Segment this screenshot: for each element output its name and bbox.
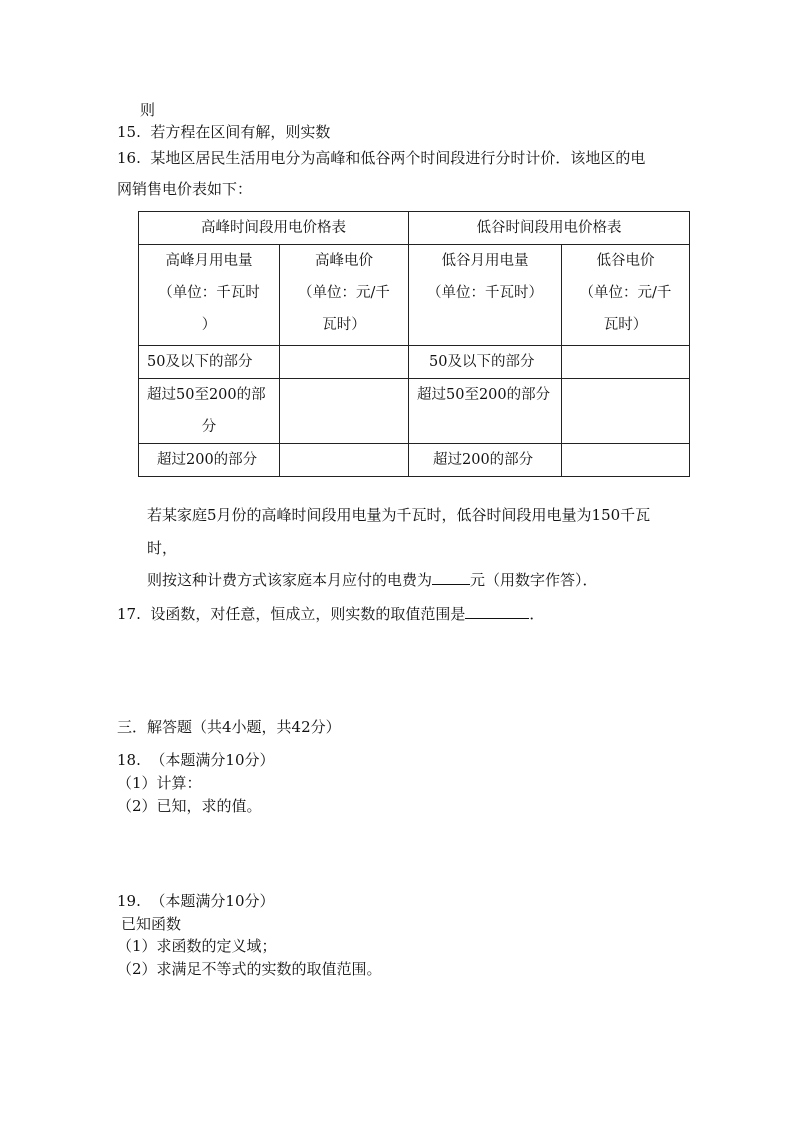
peak-tier-3: 超过200的部分 bbox=[139, 444, 280, 477]
valley-price-unit-a: （单位：元/千 bbox=[579, 285, 672, 301]
q18-part-1: （1）计算： bbox=[117, 774, 202, 792]
q15-number: 15. bbox=[117, 123, 141, 141]
q19-intro: 已知函数 bbox=[121, 915, 182, 933]
question-15 bbox=[117, 122, 330, 142]
peak-price-tier-3 bbox=[280, 444, 409, 477]
q16-after-line3-a: 则按这种计费方式该家庭本月应付的电费为 bbox=[147, 571, 433, 589]
peak-price-header bbox=[280, 245, 409, 346]
q15-text: 若方程在区间有解，则实数 bbox=[150, 123, 331, 141]
valley-table-header: 低谷时间段用电价格表 bbox=[409, 212, 690, 245]
q19-score: （本题满分10分） bbox=[150, 892, 275, 910]
valley-price-header bbox=[562, 245, 690, 346]
q17-answer-blank bbox=[465, 604, 529, 619]
q18-score: （本题满分10分） bbox=[150, 751, 275, 769]
valley-price-tier-2 bbox=[562, 379, 690, 444]
q17-number: 17. bbox=[117, 605, 141, 623]
q16-after-line2: 时， bbox=[147, 539, 178, 557]
q19-part-2: （2）求满足不等式的实数的取值范围。 bbox=[117, 960, 382, 978]
peak-usage-label: 高峰月用电量 bbox=[165, 253, 253, 269]
valley-usage-header bbox=[409, 245, 562, 346]
q16-after-line3-b: 元（用数字作答）． bbox=[470, 571, 598, 589]
peak-price-tier-2 bbox=[280, 379, 409, 444]
peak-usage-unit-a: （单位：千瓦时 bbox=[158, 285, 260, 301]
section-3-heading: 三．解答题（共4小题，共42分） bbox=[117, 718, 341, 736]
valley-price-label: 低谷电价 bbox=[596, 253, 655, 269]
peak-price-label: 高峰电价 bbox=[315, 253, 373, 269]
q16-number: 16. bbox=[117, 149, 141, 167]
q16-after-line3 bbox=[147, 570, 598, 590]
q19-number: 19. bbox=[117, 892, 141, 910]
q17-end: ． bbox=[529, 605, 545, 623]
peak-usage-unit-b: ） bbox=[201, 317, 217, 333]
valley-tier-1: 50及以下的部分 bbox=[409, 346, 562, 379]
valley-price-tier-1 bbox=[562, 346, 690, 379]
valley-price-unit-b: 瓦时） bbox=[603, 317, 648, 333]
q19-part-1: （1）求函数的定义域； bbox=[117, 937, 277, 955]
peak-table-header: 高峰时间段用电价格表 bbox=[139, 212, 409, 245]
q18-part-2: （2）已知，求的值。 bbox=[117, 797, 262, 815]
peak-tier-2-a: 超过50至200的部 bbox=[147, 387, 266, 403]
peak-tier-2 bbox=[139, 379, 280, 444]
question-17 bbox=[117, 604, 544, 624]
question-18 bbox=[117, 750, 275, 770]
q16-text-line2: 网销售电价表如下： bbox=[117, 180, 253, 198]
valley-price-tier-3 bbox=[562, 444, 690, 477]
peak-tier-2-b: 分 bbox=[201, 419, 217, 435]
q17-text: 设函数，对任意，恒成立，则实数的取值范围是 bbox=[150, 605, 466, 623]
peak-price-tier-1 bbox=[280, 346, 409, 379]
q16-answer-blank bbox=[432, 570, 470, 585]
valley-usage-label: 低谷月用电量 bbox=[441, 253, 529, 269]
valley-usage-unit: （单位：千瓦时） bbox=[427, 285, 543, 301]
q16-after-line1: 若某家庭5月份的高峰时间段用电量为千瓦时，低谷时间段用电量为150千瓦 bbox=[147, 506, 651, 524]
peak-usage-header bbox=[139, 245, 280, 346]
q18-number: 18. bbox=[117, 751, 141, 769]
peak-price-unit-a: （单位：元/千 bbox=[298, 285, 390, 301]
electricity-price-table bbox=[138, 211, 690, 477]
q16-text-line1: 某地区居民生活用电分为高峰和低谷两个时间段进行分时计价．该地区的电 bbox=[150, 149, 646, 167]
peak-tier-1: 50及以下的部分 bbox=[139, 346, 280, 379]
peak-price-unit-b: 瓦时） bbox=[322, 317, 366, 333]
q14-tail: 则 bbox=[140, 101, 156, 119]
valley-tier-2: 超过50至200的部分 bbox=[409, 379, 562, 444]
valley-tier-3: 超过200的部分 bbox=[409, 444, 562, 477]
question-16-line1 bbox=[117, 148, 645, 168]
question-19 bbox=[117, 891, 275, 911]
